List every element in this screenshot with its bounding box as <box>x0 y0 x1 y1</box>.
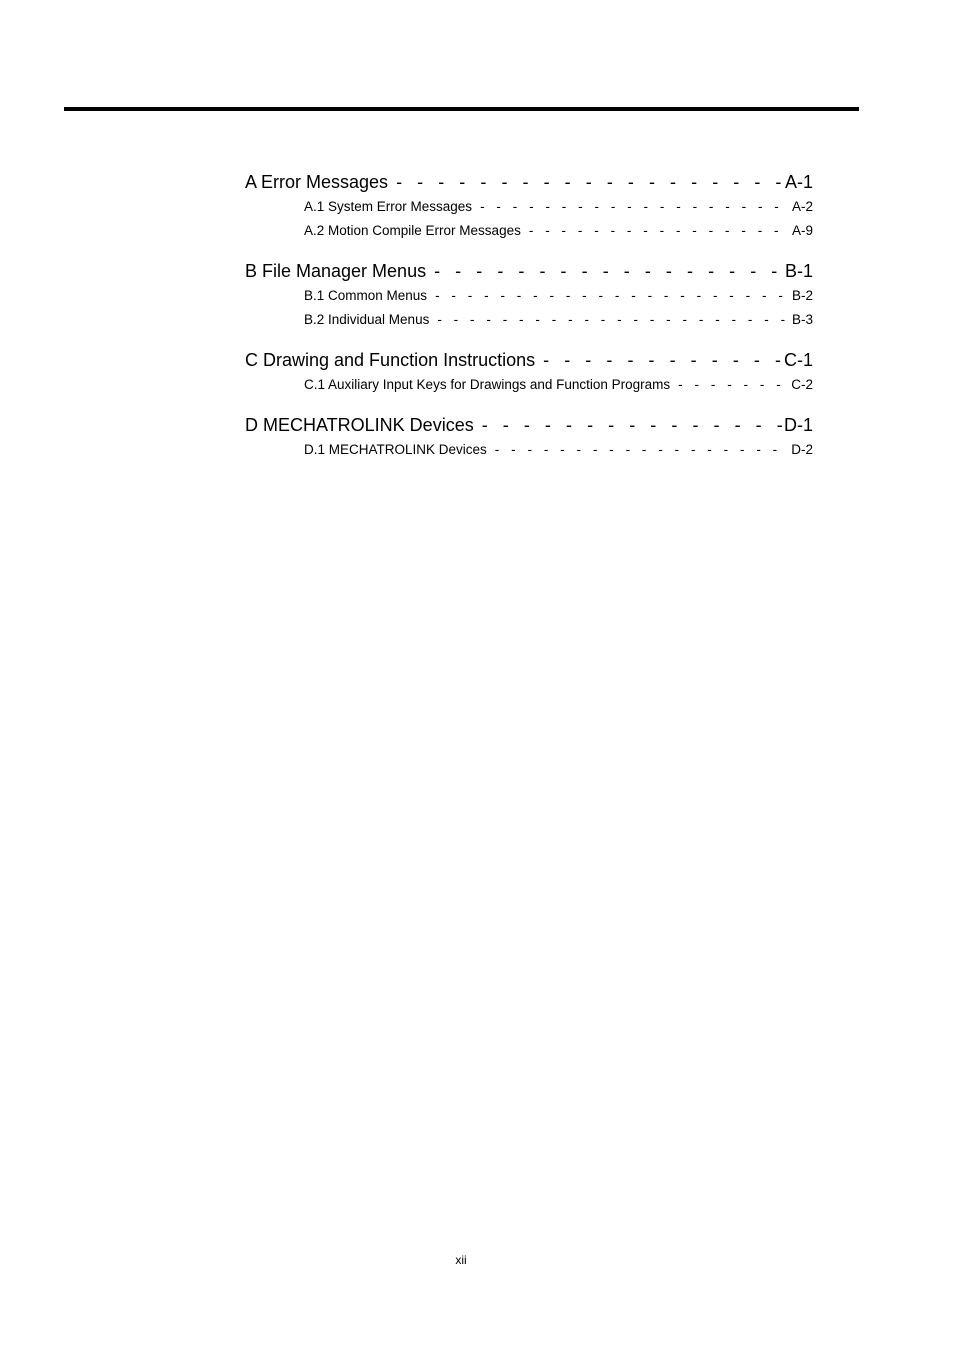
toc-entry-title: A Error Messages <box>245 172 389 192</box>
toc-subentry[interactable] <box>304 442 813 466</box>
dot-leader <box>437 312 790 327</box>
toc-subentry-title: B.2 Individual Menus <box>304 312 430 327</box>
toc-subentry[interactable] <box>304 377 813 401</box>
toc-section-c <box>245 350 813 401</box>
header-rule <box>64 107 859 111</box>
toc-subentry-title: D.1 MECHATROLINK Devices <box>304 442 487 457</box>
toc-subentry[interactable] <box>304 288 813 312</box>
dot-leader <box>482 415 782 436</box>
toc-subentry-page: A-9 <box>791 223 813 238</box>
toc-subentry[interactable] <box>304 312 813 336</box>
toc-subentry-title: A.1 System Error Messages <box>304 199 473 214</box>
toc-entry-title: D MECHATROLINK Devices <box>245 415 474 435</box>
toc-subentry-title: A.2 Motion Compile Error Messages <box>304 223 521 238</box>
dot-leader <box>529 223 790 238</box>
toc-section-b <box>245 261 813 336</box>
toc-entry-page: B-1 <box>784 261 813 281</box>
dot-leader <box>396 172 783 193</box>
toc-subentry-page: B-2 <box>791 288 813 303</box>
toc-section-d <box>245 415 813 466</box>
dot-leader <box>678 377 789 392</box>
toc-subentry[interactable] <box>304 199 813 223</box>
dot-leader <box>434 261 783 282</box>
toc-entry-title: B File Manager Menus <box>245 261 427 281</box>
toc-section-a <box>245 172 813 247</box>
toc-entry[interactable] <box>245 350 813 377</box>
toc-subentry-title: B.1 Common Menus <box>304 288 428 303</box>
table-of-contents <box>245 172 813 480</box>
dot-leader <box>435 288 790 303</box>
toc-subentry-title: C.1 Auxiliary Input Keys for Drawings and Function Programs <box>304 377 671 392</box>
toc-entry[interactable] <box>245 261 813 288</box>
dot-leader <box>495 442 789 457</box>
page-number: xii <box>455 1253 467 1267</box>
toc-entry-title: C Drawing and Function Instructions <box>245 350 536 370</box>
toc-subentry-page: A-2 <box>791 199 813 214</box>
toc-entry-page: D-1 <box>783 415 813 435</box>
toc-entry[interactable] <box>245 415 813 442</box>
toc-entry-page: C-1 <box>783 350 813 370</box>
toc-entry-page: A-1 <box>784 172 813 192</box>
toc-subentry-page: D-2 <box>791 442 813 457</box>
dot-leader <box>543 350 782 371</box>
toc-subentry-page: B-3 <box>791 312 813 327</box>
toc-subentry-page: C-2 <box>791 377 813 392</box>
dot-leader <box>480 199 790 214</box>
toc-subentry[interactable] <box>304 223 813 247</box>
toc-entry[interactable] <box>245 172 813 199</box>
